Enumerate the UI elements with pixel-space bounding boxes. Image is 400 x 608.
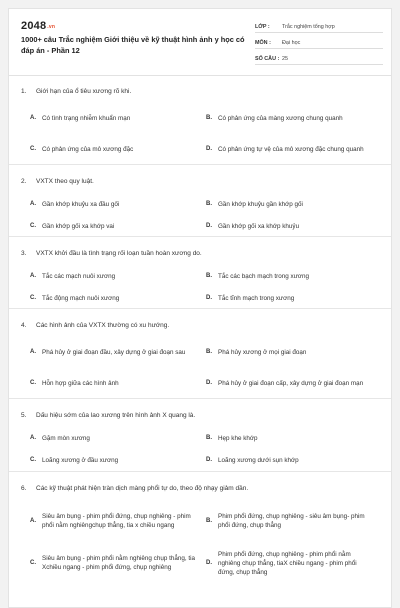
question-body: Các hình ảnh của VXTX thường có xu hướng. — [36, 322, 170, 329]
question-body: Các kỹ thuật phát hiện tràn dịch màng phổi tự do, theo độ nhạy giảm dần. — [36, 485, 249, 492]
answer-option-d[interactable] — [206, 368, 382, 399]
document-page — [8, 8, 392, 608]
answer-grid — [9, 265, 391, 309]
answer-letter: C. — [30, 222, 36, 229]
answer-option-b[interactable] — [206, 337, 382, 368]
answer-option-b[interactable] — [206, 427, 382, 449]
answer-text: Tắc tĩnh mạch trong xương — [218, 294, 295, 302]
answer-letter: D. — [206, 294, 212, 301]
answer-option-d[interactable] — [206, 449, 382, 471]
question-item — [9, 399, 391, 472]
answer-text: Tắc động mạch nuôi xương — [42, 294, 120, 302]
answer-text: Phim phổi đứng, chụp nghiêng - siêu âm bụng- phim phổi đứng, chụp thẳng — [218, 513, 365, 529]
answer-letter: C. — [30, 456, 36, 463]
question-item — [9, 472, 391, 584]
answer-text: Hẹp khe khớp — [218, 434, 258, 442]
answer-letter: B. — [206, 272, 212, 279]
document-header — [9, 9, 391, 75]
answer-letter: C. — [30, 380, 36, 386]
meta-value: Đại học — [282, 40, 301, 46]
answer-option-a[interactable] — [30, 193, 206, 215]
answer-text: Tắc các bạch mạch trong xương — [218, 272, 309, 280]
answer-text: Phim phổi đứng, chụp nghiêng - phim phổi nằm nghiêng chụp thẳng, tiaX chiều ngang - phim phổi đứng, chụp thẳng — [218, 550, 357, 576]
answer-text: Phá hủy ở giai đoạn cấp, xây dựng ở giai đoạn mạn — [218, 380, 364, 387]
answer-letter: B. — [206, 115, 212, 121]
question-body: VXTX theo quy luật. — [36, 178, 94, 185]
question-number: 6. — [21, 485, 27, 492]
question-item — [9, 75, 391, 165]
answer-letter: B. — [206, 349, 212, 355]
answer-text: Có phản ứng của mô xương đặc — [42, 146, 134, 153]
answer-option-c[interactable] — [30, 134, 206, 165]
question-number: 1. — [21, 88, 27, 95]
answer-letter: C. — [30, 146, 36, 152]
answer-option-c[interactable] — [30, 287, 206, 309]
question-body: VXTX khởi đầu là tình trạng rối loạn tuần hoàn xương do. — [36, 250, 202, 257]
answer-text: Gần khớp gối xa khớp khuỷu — [218, 222, 300, 230]
answer-letter: D. — [206, 380, 212, 386]
answer-text: Gặm mòn xương — [42, 434, 90, 442]
answer-option-c[interactable] — [30, 542, 206, 584]
answer-letter: A. — [30, 517, 36, 524]
answer-letter: B. — [206, 434, 212, 441]
answer-option-d[interactable] — [206, 215, 382, 237]
answer-letter: D. — [206, 222, 212, 229]
answer-letter: A. — [30, 434, 36, 441]
answer-option-b[interactable] — [206, 500, 382, 542]
answer-option-d[interactable] — [206, 287, 382, 309]
answer-letter: C. — [30, 559, 36, 566]
meta-label: SỐ CÂU : — [255, 56, 280, 62]
answer-letter: B. — [206, 200, 212, 207]
answer-text: Siêu âm bụng - phim phổi đứng, chụp nghiêng - phim phổi nằm nghiêngchụp thẳng, tia x chiều ngang — [42, 513, 191, 529]
answer-text: Phá hủy ở giai đoạn đầu, xây dựng ở giai đoạn sau — [42, 349, 186, 356]
answer-option-d[interactable] — [206, 542, 382, 584]
question-number: 3. — [21, 250, 27, 257]
answer-text: Gần khớp gối xa khớp vai — [42, 222, 115, 230]
answer-option-a[interactable] — [30, 103, 206, 134]
answer-grid — [9, 337, 391, 399]
question-text — [9, 484, 391, 494]
answer-option-c[interactable] — [30, 215, 206, 237]
answer-grid — [9, 500, 391, 584]
answer-option-a[interactable] — [30, 337, 206, 368]
answer-option-b[interactable] — [206, 265, 382, 287]
logo-main: 2048 — [21, 20, 47, 32]
answer-grid — [9, 103, 391, 165]
answer-text: Gần khớp khuỷu gần khớp gối — [218, 200, 303, 208]
question-body: Dấu hiệu sớm của lao xương trên hình ảnh X quang là. — [36, 412, 196, 419]
answer-option-b[interactable] — [206, 103, 382, 134]
meta-value: 25 — [282, 56, 288, 62]
answer-option-a[interactable] — [30, 265, 206, 287]
meta-label: MÔN : — [255, 40, 271, 46]
answer-letter: D. — [206, 559, 212, 566]
question-text — [9, 87, 391, 97]
question-text — [9, 177, 391, 187]
question-text — [9, 249, 391, 259]
answer-option-a[interactable] — [30, 427, 206, 449]
answer-letter: A. — [30, 200, 36, 207]
question-number: 5. — [21, 412, 27, 419]
question-item — [9, 237, 391, 309]
question-list — [9, 75, 391, 584]
question-number: 2. — [21, 178, 27, 185]
answer-text: Hỗn hợp giữa các hình ảnh — [42, 380, 119, 387]
answer-grid — [9, 427, 391, 471]
meta-row-class — [255, 17, 383, 33]
question-text — [9, 321, 391, 331]
answer-letter: B. — [206, 517, 212, 524]
meta-row-count — [255, 49, 383, 65]
answer-option-d[interactable] — [206, 134, 382, 165]
answer-text: Loãng xương ở đầu xương — [42, 456, 119, 464]
meta-label: LỚP : — [255, 24, 270, 30]
answer-option-b[interactable] — [206, 193, 382, 215]
answer-letter: A. — [30, 115, 36, 121]
answer-grid — [9, 193, 391, 237]
answer-text: Gần khớp khuỷu xa đầu gối — [42, 200, 120, 208]
answer-text: Có tình trạng nhiễm khuẩn mạn — [42, 115, 131, 122]
answer-letter: D. — [206, 456, 212, 463]
answer-text: Có phản ứng tự vệ của mô xương đặc chung quanh — [218, 146, 364, 153]
question-item — [9, 309, 391, 399]
answer-text: Phá hủy xương ở mọi giai đoạn — [218, 349, 307, 356]
question-text — [9, 411, 391, 421]
answer-text: Tắc các mạch nuôi xương — [42, 272, 116, 280]
page-title: 1000+ câu Trắc nghiệm Giới thiệu về kỹ thuật hình ảnh y học có đáp án - Phần 12 — [21, 35, 245, 55]
question-number: 4. — [21, 322, 27, 329]
answer-text: Siêu âm bụng - phim phổi nằm nghiêng chụp thẳng, tia Xchiều ngang - phim phổi đứng, chụp nghiêng — [42, 555, 195, 571]
answer-option-a[interactable] — [30, 500, 206, 542]
answer-text: Loãng xương dưới sụn khớp — [218, 456, 299, 464]
answer-letter: A. — [30, 272, 36, 279]
meta-row-subject — [255, 33, 383, 49]
meta-table — [255, 17, 383, 65]
answer-letter: A. — [30, 349, 36, 355]
answer-letter: D. — [206, 146, 212, 152]
answer-text: Có phản ứng của màng xương chung quanh — [218, 115, 343, 122]
question-body: Giới hạn của ổ tiêu xương rõ khi. — [36, 88, 132, 95]
meta-value: Trắc nghiệm tổng hợp — [282, 24, 335, 30]
answer-letter: C. — [30, 294, 36, 301]
question-item — [9, 165, 391, 237]
site-logo[interactable] — [21, 20, 55, 32]
answer-option-c[interactable] — [30, 449, 206, 471]
answer-option-c[interactable] — [30, 368, 206, 399]
logo-suffix: .vn — [47, 24, 56, 30]
